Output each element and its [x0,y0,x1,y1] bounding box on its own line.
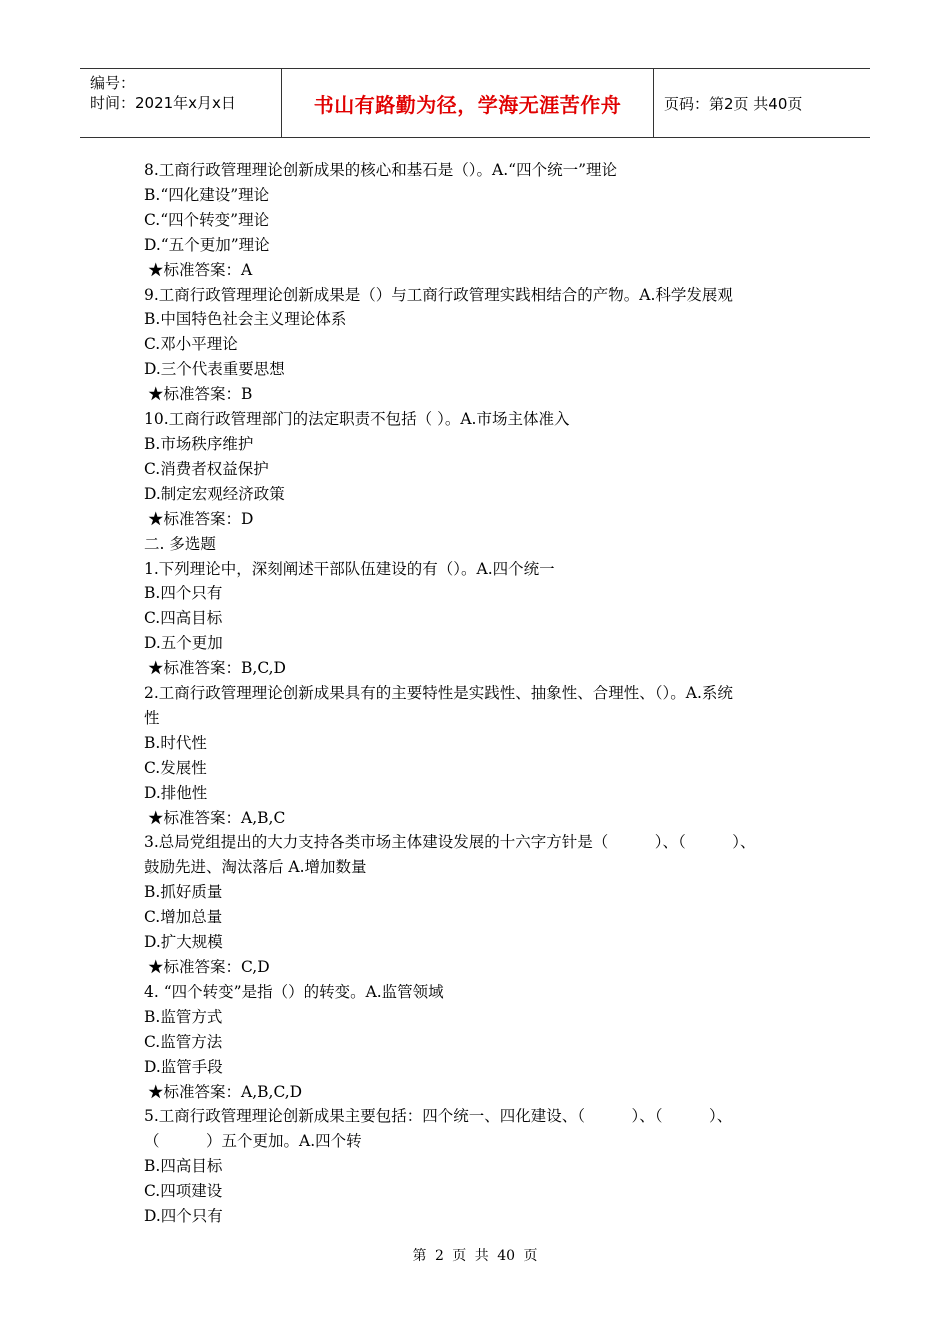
option-line: C.监管方法 [144,1032,223,1051]
header-page-number: 页码：第2页 共40页 [664,94,803,113]
answer-line: ★标准答案：D [148,509,254,528]
option-line: D.五个更加 [144,634,223,653]
header-motto: 书山有路勤为径，学海无涯苦作舟 [313,92,622,117]
option-line: C.四项建设 [144,1182,223,1201]
option-line: C.消费者权益保护 [144,459,269,478]
question-line: 5.工商行政管理理论创新成果主要包括：四个统一、四化建设、（ ）、（ ）、 [144,1107,733,1126]
option-line: D.排他性 [144,783,208,802]
option-line: D.监管手段 [144,1057,223,1076]
option-line: B.中国特色社会主义理论体系 [144,310,347,329]
section-heading: 二. 多选题 [144,534,216,553]
question-line: 10.工商行政管理部门的法定职责不包括（ ）。A.市场主体准入 [144,410,570,429]
answer-line: ★标准答案：C,D [148,958,270,976]
option-line: C.增加总量 [144,908,223,927]
header-info-cell [80,69,282,137]
question-line: 2.工商行政管理理论创新成果具有的主要特性是实践性、抽象性、合理性、（）。A.系统 [144,684,733,703]
option-line: C.发展性 [144,758,207,777]
question-line: 9.工商行政管理理论创新成果是（）与工商行政管理实践相结合的产物。A.科学发展观 [144,285,733,304]
document-code-label: 编号： [90,74,136,92]
option-line: D.扩大规模 [144,933,223,952]
question-line: 1.下列理论中，深刻阐述干部队伍建设的有（）。A.四个统一 [144,559,555,578]
answer-line: ★标准答案：B,C,D [148,659,286,678]
option-line: B.监管方式 [144,1007,223,1026]
option-line: C.“四个转变”理论 [144,210,270,229]
question-line: 8.工商行政管理理论创新成果的核心和基石是（）。A.“四个统一”理论 [144,161,618,179]
option-line: C.邓小平理论 [144,335,238,354]
answer-line: ★标准答案：A,B,C,D [148,1082,303,1101]
option-line: 性 [144,708,160,727]
option-line: C.四高目标 [144,609,223,628]
option-line: （ ）五个更加。A.四个转 [144,1132,362,1151]
option-line: D.“五个更加”理论 [144,235,270,254]
option-line: B.时代性 [144,733,207,752]
answer-line: ★标准答案：B [148,385,253,404]
option-line: D.制定宏观经济政策 [144,484,285,503]
option-line: B.“四化建设”理论 [144,185,270,204]
option-line: D.三个代表重要思想 [144,360,285,379]
option-line: B.抓好质量 [144,883,223,902]
document-date-label: 时间：2021年x月x日 [90,94,236,112]
answer-line: ★标准答案：A [148,260,253,279]
option-line: D.四个只有 [144,1207,223,1226]
question-content [144,158,814,1229]
option-line: B.四高目标 [144,1157,223,1176]
answer-line: ★标准答案：A,B,C [148,808,286,827]
question-line: 3.总局党组提出的大力支持各类市场主体建设发展的十六字方针是（ ）、（ ）、 [144,833,756,852]
option-line: B.四个只有 [144,584,223,603]
header-page-cell [654,69,870,137]
page-header [80,68,870,138]
header-motto-cell [282,69,654,137]
option-line: B.市场秩序维护 [144,434,254,453]
page-footer: 第 2 页 共 40 页 [412,1248,538,1264]
question-line: 4. “四个转变”是指（）的转变。A.监管领域 [144,982,444,1001]
option-line: 鼓励先进、淘汰落后 A.增加数量 [144,858,367,877]
